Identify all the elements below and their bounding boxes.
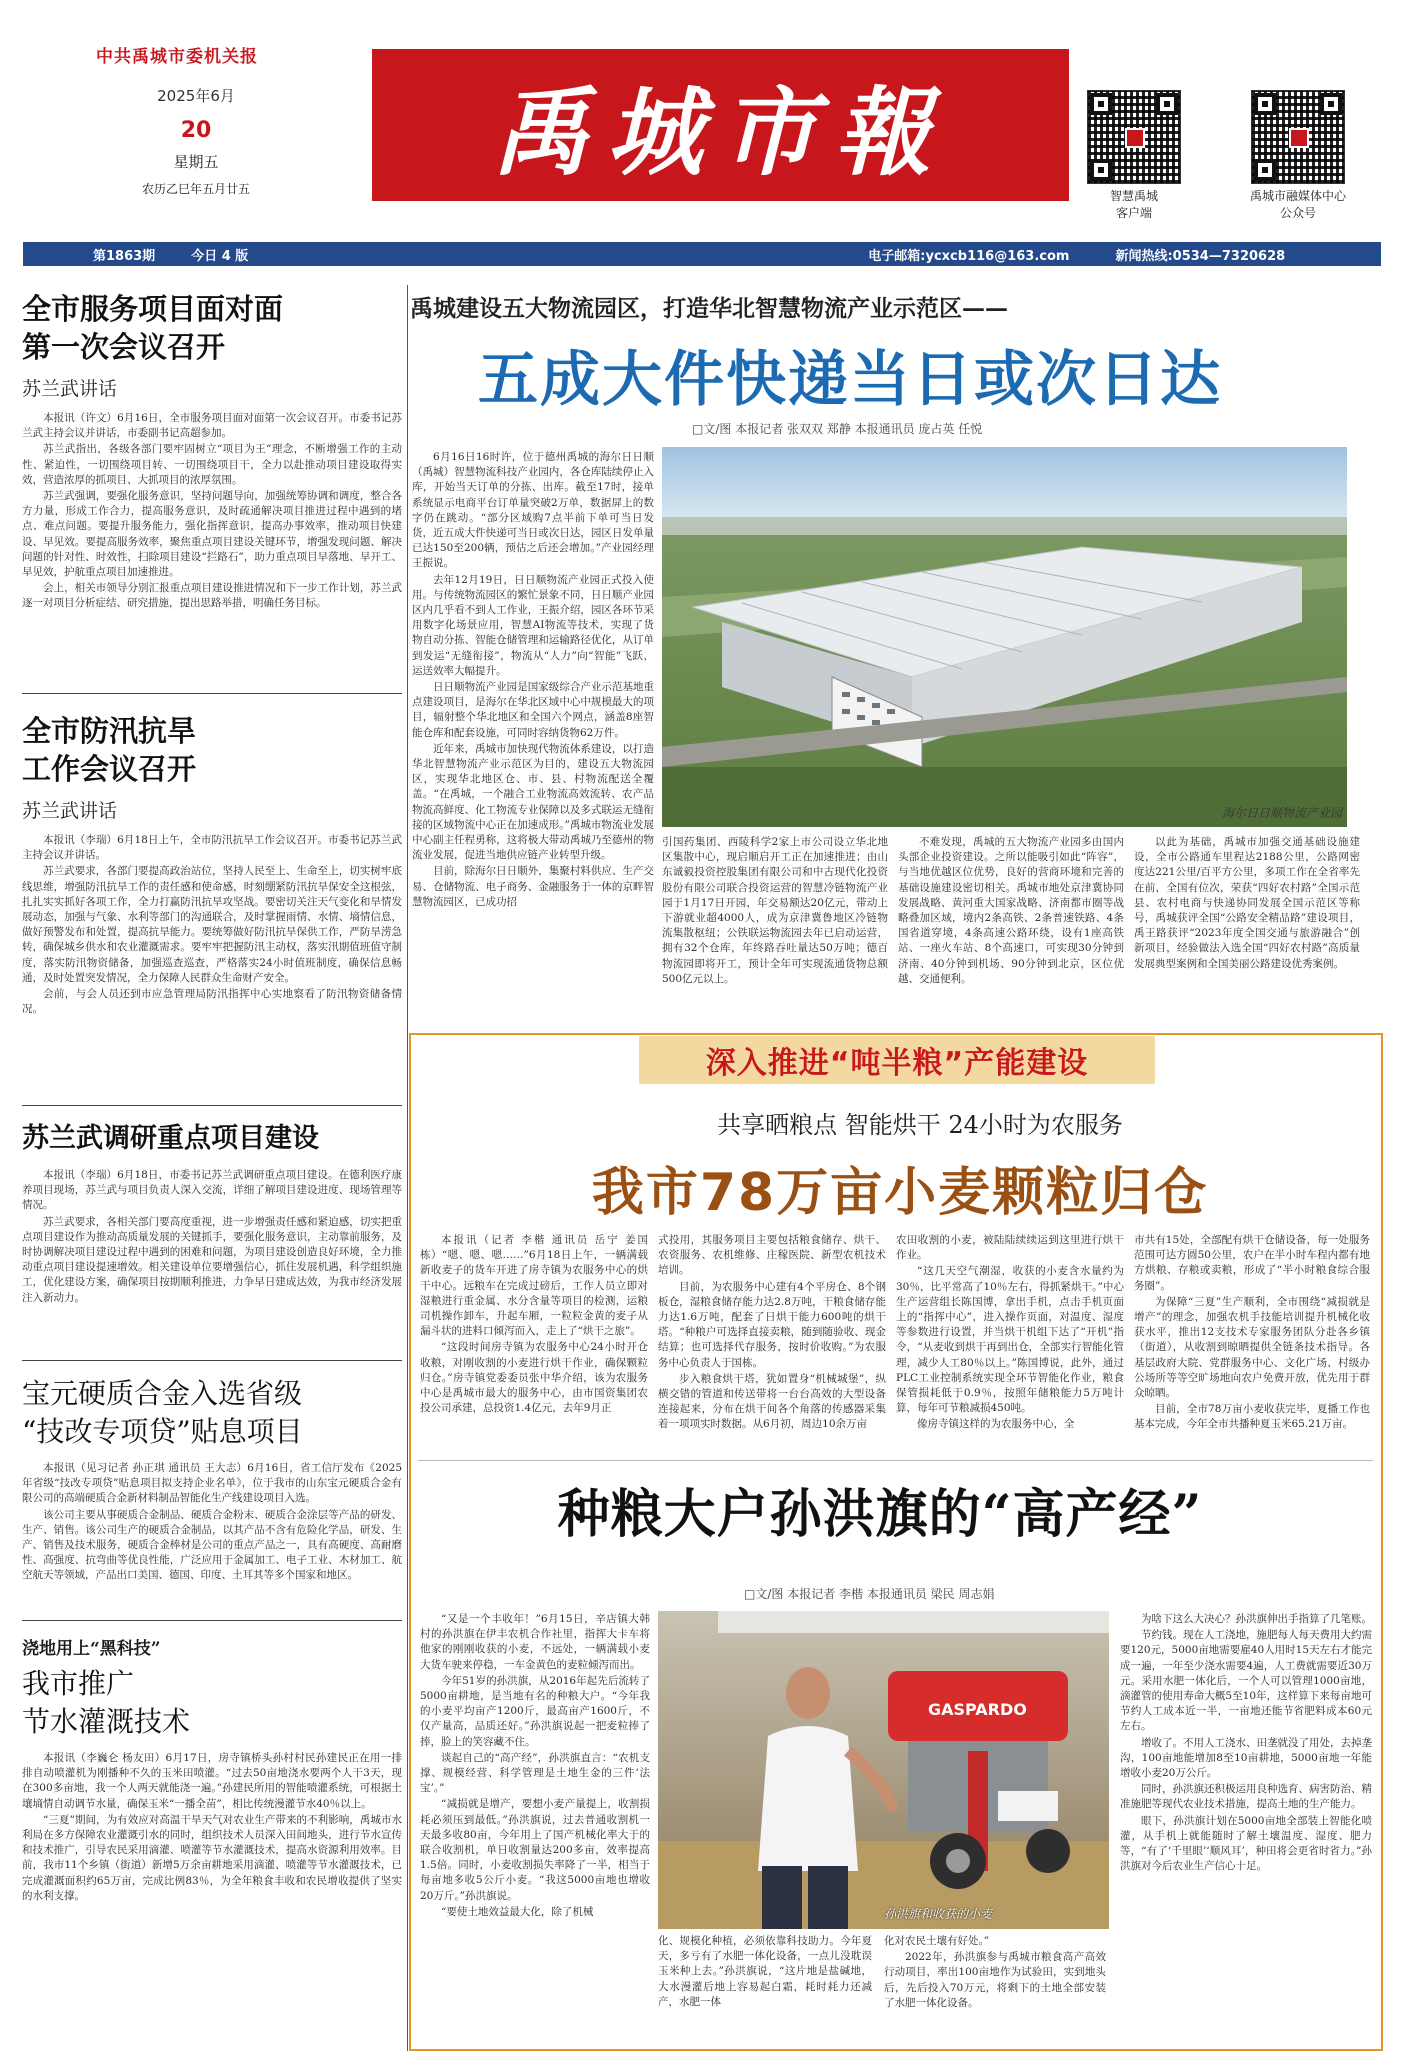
issue-number: 第1863期	[93, 248, 156, 264]
main-story-col1	[412, 450, 654, 911]
paragraph: “又是一个丰收年！”6月15日，辛店镇大韩村的孙洪旗在伊丰农机合作社里，指挥大卡车将他家的刚刚收获的小麦，不远处，一辆满载小麦大货车驶来停稳，一车金黄色的麦粒倾泻而出。	[420, 1613, 650, 1671]
issue-info-bar	[23, 242, 1381, 266]
article-body	[22, 1751, 402, 1904]
article-project-inspection	[22, 1120, 402, 1307]
paragraph: 谈起自己的“高产经”，孙洪旗直言：“农机支撑、规模经营、科学管理是土地生金的三件‘法宝’。”	[420, 1751, 650, 1795]
paragraph: 日日顺物流产业园是国家级综合产业示范基地重点建设项目，是海尔在华北区域中心中规模最大的项目，辐射整个华北地区和全国六个网点，涵盖8座智能仓库和配套设施，可同时容纳货物62万件。	[412, 681, 654, 739]
paragraph: 市共有15处，全部配有烘干仓储设备，每一处服务范围可达方圆50公里，农户在半小时车程内都有地方烘粮、存粮或卖粮，形成了“半小时粮食综合服务圈”。	[1134, 1234, 1370, 1292]
newspaper-logo	[372, 49, 1069, 201]
main-story-col3	[898, 835, 1124, 988]
farmer-story-col3	[884, 1934, 1106, 2012]
farmer-with-machine-image	[658, 1611, 1109, 1929]
article-baoyuan-loan	[22, 1375, 402, 1585]
page-count: 今日 4 版	[191, 248, 249, 264]
article-title[interactable]: 节水灌溉技术	[22, 1705, 191, 1738]
farmer-story-col1	[420, 1612, 650, 1921]
issue-year-month: 2025年6月	[157, 87, 235, 105]
paragraph: 增收了。不用人工浇水、田垄就没了用处，去掉垄沟，100亩地能增加8至10亩耕地，5000亩地一年能增收小麦20万公斤。	[1120, 1736, 1372, 1780]
farmer-story-col4	[1120, 1612, 1372, 1875]
paragraph: 本报讯（许文）6月16日，全市服务项目面对面第一次会议召开。市委书记苏兰武主持会议并讲话，市委副书记高超参加。	[22, 412, 402, 440]
article-kicker: 浇地用上“黑科技”	[22, 1639, 161, 1659]
paragraph: 今年51岁的孙洪旗，从2016年起先后流转了5000亩耕地，是当地有名的种粮大户。“今年我的小麦平均亩产1200斤，最高亩产1600斤，不仅产量高，品质还好。”孙洪旗说起一把麦粒捧了捧，脸上的笑容藏不住。	[420, 1674, 650, 1748]
paragraph: 化对农民土壤有好处。”	[884, 1935, 990, 1947]
qr-block-wechat	[1228, 90, 1368, 222]
paragraph: 6月16日16时许，位于德州禹城的海尔日日顺（禹城）智慧物流科技产业园内，各仓库陆续停止入库，开始当天订单的分拣、出库。截至17时，接单系统显示电商平台订单量突破2万单，数据屏上的数字仍在跳动。“部分区域购7点半前下单可当日发货，近五成大件快递可当日或次日达，园区日发单量已达150至200辆，预估之后还会增加。”产业园经理王振说。	[412, 451, 654, 570]
main-story-kicker: 禹城建设五大物流园区，打造华北智慧物流产业示范区——	[410, 295, 1008, 322]
paragraph: 为保障“三夏”生产顺利，全市围绕“减损就是增产”的理念，加强农机手技能培训提升机械化收获水平，推出12支技术专家服务团队分赴各乡镇（街道），从收割到晾晒提供全链条技术指导。各基层政府大院、党群服务中心、文化广场、村级办公场所等等空旷场地向农户免费开放，优先用于群众晾晒。	[1134, 1295, 1370, 1400]
article-title[interactable]: 全市防汛抗旱	[22, 714, 197, 748]
wheat-story-kicker: 共享晒粮点 智能烘干 24小时为农服务	[717, 1111, 1123, 1139]
paragraph: 像房寺镇这样的为农服务中心，全	[917, 1418, 1075, 1431]
paragraph: 本报讯（见习记者 孙正琪 通讯员 王大志）6月16日，省工信厅发布《2025年省级“技改专项贷”贴息项目拟支持企业名单》，位于我市的山东宝元硬质合金有限公司的高端硬质合金新材料制品智能化生产线建设项目入选。	[22, 1462, 402, 1505]
column-rule	[407, 285, 408, 2051]
paragraph: 农田收割的小麦，被陆陆续续运到这里进行烘干作业。	[896, 1234, 1124, 1262]
paragraph: 同时，孙洪旗还积极运用良种选育、病害防治、精准施肥等现代农业技术措施，提高土地的生产能力。	[1120, 1783, 1372, 1811]
article-body	[22, 833, 402, 1017]
wheat-banner-text: 深入推进“吨半粮”产能建设	[705, 1046, 1089, 1081]
paragraph: 目前，全市78万亩小麦收获完毕，夏播工作也基本完成，今年全市共播种夏玉米65.21万亩。	[1134, 1403, 1370, 1431]
farmer-story-headline[interactable]: 种粮大户孙洪旗的“高产经”	[557, 1484, 1203, 1545]
paragraph: 目前，为农服务中心建有4个平房仓、8个钢板仓，湿粮食储存能力达2.8万吨，干粮食储存能力达1.6万吨，配套了日烘干能力600吨的烘干塔。“种粮户可选择直接卖粮，随到随验收、现金结算；也可选择代存服务，按时价收购。”为农服务中心负责人于国栋。	[658, 1280, 886, 1369]
farmer-photo	[658, 1611, 1109, 1929]
paragraph: 会前，与会人员还到市应急管理局防汛指挥中心实地察看了防汛物资储备情况。	[22, 988, 402, 1016]
qr-block-app	[1074, 90, 1194, 222]
article-title[interactable]: 第一次会议召开	[22, 330, 226, 364]
divider	[22, 1360, 402, 1361]
article-subtitle: 苏兰武讲话	[22, 800, 118, 822]
issue-day: 20	[180, 118, 212, 143]
wheat-story-col4	[1134, 1233, 1370, 1434]
paragraph: 不难发现，禹城的五大物流产业园多由国内头部企业投资建设。之所以能吸引如此“阵容”，与当地优越区位优势，良好的营商环境和完善的基础设施建设密切相关。禹城市地处京津冀协同发展战略、黄河重大国家战略、济南都市圈等战略叠加区域，境内2条高铁、2条普速铁路、4条国省道穿境，4条高速公路环绕，设有1座高铁站、一座火车站、8个高速口，可实现30分钟到济南、40分钟到机场、90分钟到北京，区位优越、交通便利。	[898, 836, 1124, 985]
paragraph: “这段时间房寺镇为农服务中心24小时开仓收粮，对刚收割的小麦进行烘干作业，确保颗粒归仓。”房寺镇党委委员张中华介绍，该为农服务中心是禹城市最大的服务中心，由市国资集团农投公司承建，总投资1.4亿元，去年9月正	[420, 1341, 648, 1415]
wheat-section-banner	[639, 1036, 1155, 1084]
paragraph: “三夏”期间，为有效应对高温干旱天气对农业生产带来的不利影响，禹城市水利局在多方保障农业灌溉引水的同时，组织技术人员深入田间地头，进行节水宣传和技术推广，引导农民采用滴灌、喷灌等节水灌溉技术，提高水资源利用效率。目前，我市11个乡镇（街道）新增5万余亩耕地采用滴灌、喷灌等节水灌溉技术，已完成灌溉面积约65万亩，完成比例83％，为全年粮食丰收和农民增收提供了坚实的水利支撑。	[22, 1813, 402, 1902]
article-title[interactable]: 苏兰武调研重点项目建设	[22, 1123, 319, 1154]
photo-caption: 孙洪旗和收获的小麦	[884, 1907, 993, 1921]
svg-text:GASPARDO: GASPARDO	[928, 1700, 1027, 1719]
main-story-byline: □文/图 本报记者 张双双 郑静 本报通讯员 庞占英 任悦	[692, 422, 983, 436]
paragraph: 本报讯（李瑞）6月18日，市委书记苏兰武调研重点项目建设。在德利医疗康养项目现场，苏兰武与项目负责人深入交流，详细了解项目建设进度、现场管理等情况。	[22, 1169, 402, 1212]
paragraph: 本报讯（李瑞）6月18日上午，全市防汛抗旱工作会议召开。市委书记苏兰武主持会议并讲话。	[22, 834, 402, 862]
qr-label-line1: 禹城市融媒体中心	[1249, 189, 1346, 203]
wheat-story-headline[interactable]: 我市78万亩小麦颗粒归仓	[591, 1163, 1209, 1223]
paragraph: “减损就是增产，要想小麦产量提上，收割损耗必须压到最低。”孙洪旗说，过去普通收割机一天最多收80亩，今年用上了国产机械化率大于的联合收割机，单日收割量达200多亩，效率提高1.5倍。同时，小麦收割损失率降了一半，相当于每亩地多收5公斤小麦。“我这5000亩地也增收20万斤。”孙洪旗说。	[420, 1798, 650, 1902]
farmer-story-col2	[658, 1934, 872, 2011]
contact-email: 电子邮箱:ycxcb116@163.com	[868, 248, 1070, 264]
wheat-story-col1	[420, 1233, 648, 1417]
masthead-date-block	[96, 42, 296, 197]
qr-label-line2: 客户端	[1115, 206, 1152, 220]
divider	[22, 693, 402, 694]
paragraph: 引国药集团、西陵科学2家上市公司设立华北地区集散中心，现启顺启开工正在加速推进；由山东诚毅投资控股集团有限公司和中古现代化投资股份有限公司联合投资运营的智慧冷链物流产业园于1月17日开园，年交易额达20亿元，带动上下游就业超4000人，成为京津冀鲁地区冷链物流集散枢纽；公铁联运物流园去年已启动运营，拥有32个仓库，年终路吞吐量达50万吨；德百物流园即将开工，预计全年可实现流通货物总额500亿元以上。	[662, 836, 888, 985]
article-subtitle: 苏兰武讲话	[22, 378, 118, 400]
divider	[418, 1460, 1373, 1461]
paragraph: “这几天空气潮湿，收获的小麦含水量约为30％，比平常高了10％左右，得抓紧烘干。”中心生产运营组长陈国博，拿出手机，点击手机页面上的“指挥中心”，进入操作页面，对温度、湿度等参数进行设置，并当烘干机组下达了“开机”指令，“从麦收到烘干再到出仓，全部实行智能化管理，减少人工80％以上。”陈国博说，此外，通过PLC工业控制系统实现全环节智能化作业，粮食保管损耗低于0.9％，按照年储粮能力5万吨计算，每年可节粮减损450吨。	[896, 1265, 1124, 1415]
article-body	[22, 1461, 402, 1584]
paragraph: 近年来，禹城市加快现代物流体系建设，以打造华北智慧物流产业示范区为目的，建设五大物流园区，实现华北地区仓、市、县、村物流配送全覆盖。“在禹城，一个融合工业物流高效流转、农产品物流高鲜度、化工物流专业保障以及多式联运无缝衔接的区域物流中心正在加速成形。”禹城市物流业发展中心副主任程勇称，这将极大带动禹城乃至德州的物流业发展，促进当地供应链产业转型升级。	[412, 742, 654, 862]
article-water-saving	[22, 1634, 402, 1905]
paragraph: 去年12月19日，日日顺物流产业园正式投入使用。与传统物流园区的繁忙景象不同，日日顺产业园区内几乎看不到人工作业，王振介绍，园区各环节采用数字化场景应用，智慧AI物流等技术，实现了货物自动分拣、智能仓储管理和运输路径优化，从订单到发运“无缝衔接”，物流从“人力”向“智能”飞跃，运送效率大幅提升。	[412, 573, 654, 677]
photo-caption: 海尔日日顺物流产业园	[1222, 806, 1343, 820]
paragraph: 苏兰武强调，要强化服务意识，坚持问题导向，加强统筹协调和调度，整合各方力量，形成工作合力，提高服务意识，及时疏通解决项目推进过程中遇到的堵点、难点问题。要提升服务能力，强化指挥意识，提高办事效率，推动项目快建设、早见效。要提高服务效率，聚焦重点项目建设关键环节，增强发现问题、解决问题的针对性、时效性，扫除项目建设“拦路石”，助力重点项目早落地、早开工、早见效，护航重点项目加速推进。	[22, 490, 402, 579]
qr-code-icon[interactable]	[1251, 90, 1345, 184]
article-title[interactable]: 工作会议召开	[22, 752, 197, 786]
paragraph: 2022年，孙洪旗参与禹城市粮食高产高效行动项目，率出100亩地作为试验田，实到地头后，先后投入70万元，将剩下的土地全部安装了水肥一体化设备。	[884, 1951, 1106, 2009]
paragraph: 步入粮食烘干塔，犹如置身“机械城堡”，纵横交错的管道和传送带将一台台高效的大型设备连接起来，分布在烘干间各个角落的传感器采集着一项项实时数据。从6月初，周边10余万亩	[658, 1372, 886, 1431]
logistics-park-photo	[662, 447, 1347, 827]
article-flood-meeting	[22, 712, 402, 1018]
main-story-col2	[662, 835, 888, 988]
divider	[22, 1105, 402, 1106]
article-body	[22, 411, 402, 612]
article-service-meeting	[22, 290, 402, 613]
paragraph: 节约钱。现在人工浇地，施肥每人每天费用大约需要120元，5000亩地需要雇40人用时15天左右才能完成一遍，一年至少浇水需要4遍，人工费就需要近30万元。采用水肥一体化后，一个人可以管理1000亩地，滴灌管的使用寿命大概5至10年，这样算下来每亩地可节约人工成本近一半，一亩地还能节省肥料成本60元左右。	[1120, 1629, 1372, 1733]
paragraph: 苏兰武要求，各相关部门要高度重视，进一步增强责任感和紧迫感，切实把重点项目建设作为推动高质量发展的关键抓手，要强化服务意识，主动靠前服务，及时协调解决项目建设过程中遇到的困难和问题，为项目建设创造良好环境，全力推动重点项目建设提速增效。相关建设单位要增强信心，抓住发展机遇，科学组织施工，优化建设方案，确保项目按期顺利推进，力争早日建成达效，为我市经济发展注入新动力。	[22, 1215, 402, 1304]
divider	[22, 1620, 402, 1621]
article-title[interactable]: 我市推广	[22, 1667, 135, 1700]
article-title[interactable]: “技改专项贷”贴息项目	[22, 1415, 303, 1448]
issue-weekday: 星期五	[173, 153, 219, 171]
paragraph: 本报讯（记者 李楷 通讯员 岳宁 姜国栋）“嗯、嗯、嗯……”6月18日上午，一辆满载新收麦子的货车开进了房寺镇为农服务中心的烘干中心。远粮车在完成过磅后，工作人员立即对湿粮进行重金属、水分含量等项目的检测，运粮司机操作卸车，升起车厢，一粒粒金黄的麦子从漏斗状的进料口倾泻而入，走上了“烘干之旅”。	[420, 1234, 648, 1338]
paragraph: 本报讯（李巍仑 杨友田）6月17日，房寺镇桥头孙村村民孙建民正在用一排排自动喷灌机为刚播种不久的玉米田喷灌。“过去50亩地浇水要两个人干3天，现在300多亩地，我一个人两天就能浇一遍。”孙建民所用的智能喷灌系统，可根据土壤墒情自动调节水量，确保玉米“一播全苗”，相比传统漫灌节水40％以上。	[22, 1752, 402, 1810]
article-title[interactable]: 全市服务项目面对面	[22, 292, 284, 326]
paragraph: 目前，除海尔日日顺外，集聚村料供应、生产交易、仓储物流、电子商务、金融服务于一体的京畔智慧物流园区，已成功招	[412, 865, 654, 908]
wheat-story-col2	[658, 1233, 886, 1434]
paragraph: 式投用，其服务项目主要包括粮食储存、烘干、农资服务、农机维修、庄稼医院、新型农机技术培训。	[658, 1234, 886, 1277]
paragraph: 苏兰武要求，各部门要提高政治站位，坚持人民至上、生命至上，切实树牢底线思维，增强防汛抗旱工作的责任感和使命感，时刻绷紧防汛抗旱保安全这根弦，扎扎实实抓好各项工作，全力打赢防汛抗旱攻坚战。要密切关注天气变化和旱情发展动态，加强与气象、水利等部门的沟通联合，及时掌握雨情、水情、墒情信息，做好预警发布和处置，提高抗旱能力。要统筹做好防汛抗旱保供工作，严防旱涝急转，确保城乡供水和农业灌溉需求。要牢牢把握防汛主动权，落实汛期值班值守制度，落实防汛物资储备，加强巡查巡查，严格落实24小时值班制度，确保信息畅通，及时处置突发情况，全力保障人民群众生命财产安全。	[22, 865, 402, 984]
organ-name: 中共禹城市委机关报	[96, 47, 258, 67]
article-body	[22, 1168, 402, 1306]
main-story-headline[interactable]: 五成大件快递当日或次日达	[478, 345, 1222, 415]
qr-label-line2: 公众号	[1279, 206, 1316, 220]
paragraph: 眼下，孙洪旗计划在5000亩地全部装上智能化喷灌，从手机上就能随时了解土壤温度、湿度、肥力等，“有了‘千里眼’‘顺风耳’，种田将会更省时省力。”孙洪旗对今后农业生产信心十足。	[1120, 1814, 1372, 1873]
qr-label-line1: 智慧禹城	[1109, 189, 1158, 203]
wheat-story-col3	[896, 1233, 1124, 1434]
paragraph: 会上，相关市领导分别汇报重点项目建设推进情况和下一步工作计划，苏兰武逐一对项目分析症结、研究措施，提出思路举措，明确任务目标。	[22, 582, 402, 610]
main-story-col4	[1134, 835, 1360, 973]
qr-code-icon[interactable]	[1087, 90, 1181, 184]
paragraph: 化、规模化种植，必须依靠科技助力。今年夏天，多亏有了水肥一体化设备，一点儿没耽误玉米种上去。”孙洪旗说，“这片地是盐碱地，大水漫灌后地上容易起白霜，耗时耗力还减产，水肥一体	[658, 1935, 872, 2008]
article-title[interactable]: 宝元硬质合金入选省级	[22, 1377, 303, 1410]
paragraph: 该公司主要从事硬质合金制品、硬质合金粉末、硬质合金涂层等产品的研发、生产、销售。该公司生产的硬质合金制品，以其产品不含有危险化学品，研发、生产、销售及技术服务，硬质合金棒材是公司的重点产品之一，具有高硬度、高耐磨性、高强度、抗弯曲等优良性能，广泛应用于金属加工、电子工业、木材加工、航空航天等领域，产品出口美国、德国、印度、土耳其等多个国家和地区。	[22, 1508, 402, 1582]
paragraph: “要使土地效益最大化，除了机械	[441, 1905, 594, 1918]
paragraph: 以此为基础，禹城市加强交通基础设施建设，全市公路通车里程达2188公里，公路网密度达221公里/百平方公里，多项工作在全省率先在前，全国有位次，荣获“四好农村路”全国示范县、农村电商与快递协同发展全国示范区等称号，禹城获评全国“公路安全精品路”建设项目，禹王路获评“2023年度全国交通与旅游融合”创新项目，经验做法入选全国“四好农村路”高质量发展典型案例和全国美丽公路建设优秀案例。	[1134, 836, 1360, 970]
logistics-park-aerial-image	[662, 447, 1347, 827]
paragraph: 苏兰武指出，各级各部门要牢固树立“项目为王”理念，不断增强工作的主动性、紧迫性，一切围绕项目转、一切围绕项目干，全力以赴推动项目建设取得实效，营造浓厚的抓项目、大抓项目的浓厚氛围。	[22, 443, 402, 486]
issue-lunar-date: 农历乙巳年五月廿五	[141, 182, 250, 196]
news-hotline: 新闻热线:0534—7320628	[1115, 248, 1286, 264]
newspaper-logo-text: 禹城市報	[492, 75, 949, 189]
paragraph: 为啥下这么大决心？孙洪旗伸出手指算了几笔账。	[1141, 1613, 1372, 1625]
farmer-story-byline: □文/图 本报记者 李楷 本报通讯员 梁民 周志娟	[744, 1587, 995, 1601]
